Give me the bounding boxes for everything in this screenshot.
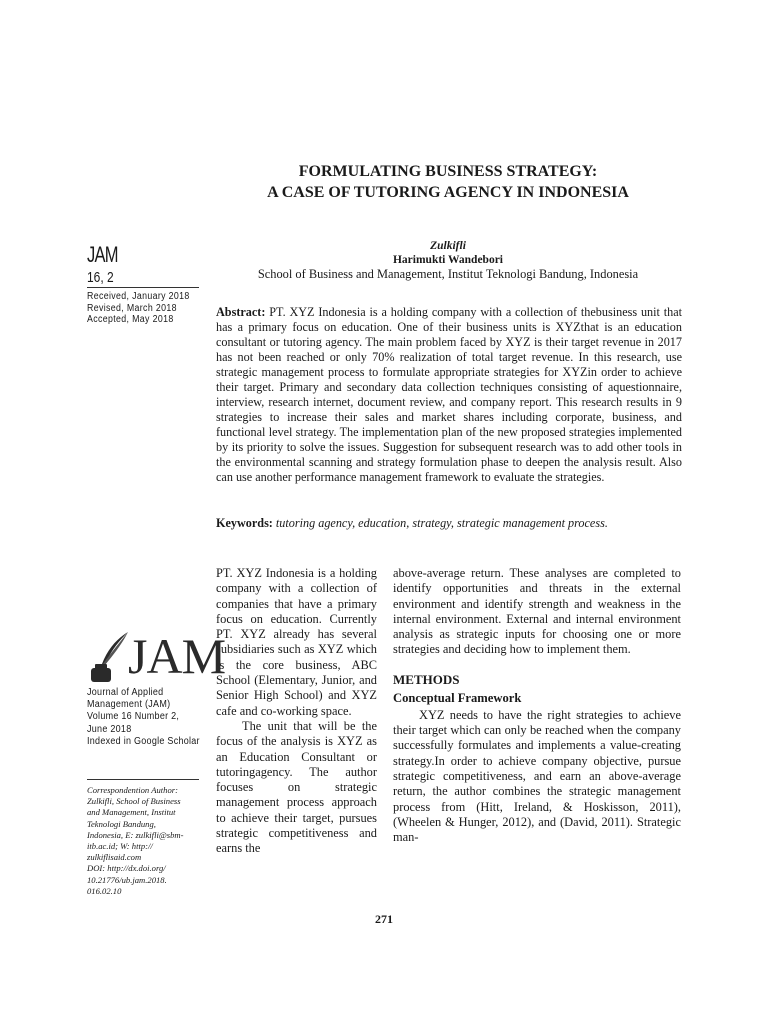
title-line-2: A CASE OF TUTORING AGENCY IN INDONESIA (267, 184, 629, 201)
conceptual-framework-heading: Conceptual Framework (393, 690, 522, 705)
paper-title (200, 161, 696, 203)
keywords-label: Keywords: (216, 516, 273, 530)
correspondence-line: Correspondention Author: (87, 785, 178, 795)
author-name-1: Zulkifli (430, 240, 466, 252)
revised-date: Revised, March 2018 (87, 302, 177, 314)
correspondence-line: itb.ac.id; W: http:// (87, 841, 153, 852)
correspondence-line: Zulkifli, School of Business (87, 796, 181, 807)
correspondence-line: Teknologi Bandung, (87, 818, 156, 829)
correspondence-line: zulkiflisaid.com (87, 852, 142, 863)
inkwell-quill-icon (88, 630, 132, 684)
page-number: 271 (375, 912, 393, 926)
correspondence-line: DOI: http://dx.doi.org/ (87, 863, 166, 874)
body-paragraph: above-average return. These analyses are completed to identify opportunities and threats in the external environment and identify strength and weakness in the internal environment. External and internal environment analysis as strategic inputs for choosing one or more strategies and deciding how to implement them. (393, 566, 681, 657)
title-line-1: FORMULATING BUSINESS STRATEGY: (298, 163, 598, 180)
abstract-text: PT. XYZ Indonesia is a holding company with a collection of thebusiness unit that has a primary focus on education. One of their business units is XYZthat is an education consultant or tutoring agency. The main problem faced by XYZ is their target revenue in 2017 has not been reached or only 70% realization of total target revenue. In this research, use strategic management process to formulate appropriate strategies for XYZin order to achieve their target. Primary and secondary data collection techniques consisting of aquestionnaire, interview, research internet, document review, and company report. This research results in 9 strategies to increase their sales and market shares including corporate, business, and functional level strategy. The implementation plan of the new proposed strategies implemented by its priority to solve the issues. Suggestion for subsequent research was to add other tools in the environmental scanning and strategy formulation phase to deepen the analysis result. Also can use another performance management framework to evaluate the strategies. (216, 305, 683, 484)
accepted-date: Accepted, May 2018 (87, 314, 174, 325)
submission-dates (87, 291, 190, 326)
keywords (216, 516, 682, 531)
author-block (215, 239, 681, 281)
correspondence-line: 10.21776/ub.jam.2018. (87, 874, 167, 885)
journal-logo (88, 628, 226, 684)
author-affiliation: School of Business and Management, Institut Teknologi Bandung, Indonesia (257, 267, 639, 281)
journal-info-line: Indexed in Google Scholar (87, 735, 200, 747)
correspondence-line: Indonesia, E: zulkifli@sbm- (87, 829, 184, 840)
body-column-2 (393, 566, 681, 845)
keywords-text: tutoring agency, education, strategy, strategic management process. (275, 516, 608, 530)
journal-info-line: Management (JAM) (87, 699, 171, 711)
abstract (216, 305, 682, 485)
journal-code: JAM (87, 242, 118, 267)
correspondence-line: and Management, Institut (87, 807, 176, 818)
journal-info (87, 687, 200, 748)
correspondence-divider (87, 779, 199, 780)
abstract-label: Abstract: (216, 305, 266, 319)
volume-code: 16, 2 (87, 269, 114, 286)
received-date: Received, January 2018 (87, 291, 190, 302)
body-paragraph: PT. XYZ Indonesia is a holding company with a collection of companies that have a primary focus on education. Currently PT. XYZ already has several subsidiaries such as XYZ which is the core business, ABC School (Elementary, Junior, and Senior High School) and XYZ cafe and co-working space. (216, 566, 377, 718)
author-name-2: Harimukti Wandebori (392, 254, 503, 266)
correspondence-line: 016.02.10 (87, 885, 122, 896)
journal-info-line: Volume 16 Number 2, (87, 711, 180, 723)
correspondence-note (87, 785, 199, 897)
journal-info-line: Journal of Applied (87, 687, 164, 698)
journal-info-line: June 2018 (87, 723, 132, 735)
sidebar-divider (87, 287, 199, 288)
body-paragraph: The unit that will be the focus of the analysis is XYZ as an Education Consultant or tutoringagency. The author focuses on strategic management process approach to achieve their target, pursues strategic competitiveness and earns the (216, 718, 377, 856)
logo-wordmark: JAM (128, 628, 226, 684)
methods-heading: METHODS (393, 671, 460, 687)
body-column-1 (216, 566, 377, 857)
body-paragraph: XYZ needs to have the right strategies to achieve their target which can only be reached when the company successfully formulates and implements a value-creating strategy.In order to achieve company objective, pursue strategic competitiveness, and earn an above-average return, the author combines the strategic management process from (Hitt, Ireland, & Hoskisson, 2011), (Wheelen & Hunger, 2012), and (David, 2011). Strategic man- (393, 707, 681, 845)
